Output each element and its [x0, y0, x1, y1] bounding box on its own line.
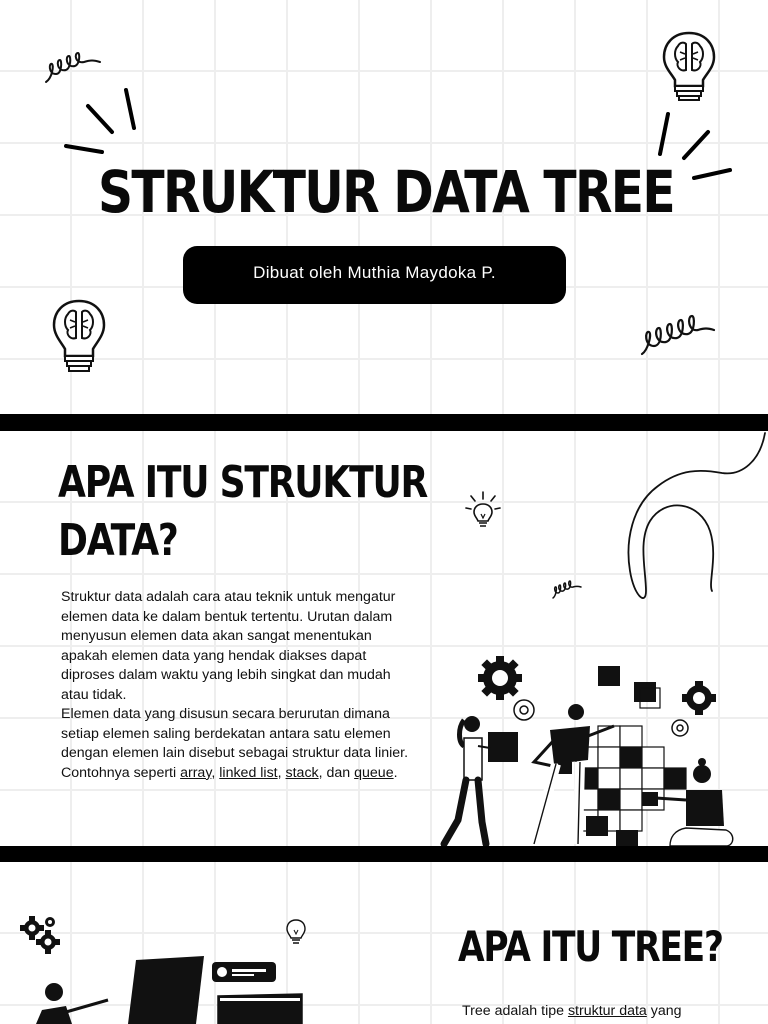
link-struktur-data[interactable]: struktur data [567, 1003, 647, 1019]
paragraph [61, 705, 411, 783]
section-heading: APA ITU TREE? [458, 922, 723, 971]
link-stack[interactable]: stack [285, 764, 319, 781]
author-label: Dibuat oleh Muthia Maydoka P. [253, 263, 496, 282]
link-array[interactable]: array [180, 764, 212, 781]
paragraph: Struktur data adalah cara atau teknik untuk mengatur elemen data ke dalam bentuk tertentu. Urutan dalam menyusun elemen data akan sangat menentukan apakah elemen data yang hendak diakses dapat diproses dalam waktu yang lebih singkat dan mudah atau tidak. [61, 589, 396, 703]
link-queue[interactable]: queue [354, 764, 394, 781]
lightbulb-icon [284, 918, 308, 948]
team-building-blocks-illustration [430, 650, 768, 846]
squiggle-icon [640, 310, 716, 362]
spark-lines-icon [64, 88, 144, 158]
separator-text: , [211, 764, 220, 781]
page-title: STRUKTUR DATA TREE [98, 158, 674, 226]
gear-icon [18, 912, 62, 956]
paragraph-text: Elemen data yang disusun secara berurutan dimana setiap elemen saling berdekatan antara satu elemen dengan elemen lain disebut sebagai struktur data linier. Contohnya seperti [61, 706, 409, 781]
gear-icon [478, 656, 522, 700]
laptop-user-illustration [36, 952, 308, 1024]
paragraph-text: yang [646, 1003, 682, 1019]
definition-text [61, 588, 411, 783]
gear-icon [672, 720, 688, 736]
squiggle-icon [552, 574, 582, 602]
link-linked-list[interactable]: linked list [219, 764, 278, 781]
author-badge [183, 246, 566, 304]
squiggle-icon [44, 48, 104, 88]
gear-icon [682, 681, 716, 715]
slide-divider [0, 846, 768, 862]
separator-text: , [277, 764, 286, 781]
lightbulb-brain-icon [50, 298, 108, 374]
slide-divider [0, 414, 768, 431]
separator-text: , dan [318, 764, 355, 781]
section-heading: APA ITU STRUKTUR DATA? [58, 457, 428, 566]
curly-line-icon [620, 431, 768, 606]
separator-text: . [393, 764, 398, 781]
tree-definition-text [462, 1002, 762, 1022]
person-figure [444, 716, 518, 844]
gear-icon [514, 700, 534, 720]
paragraph-text: Tree adalah tipe [462, 1003, 568, 1019]
lightbulb-brain-icon [660, 30, 718, 102]
lightbulb-icon [464, 490, 502, 532]
